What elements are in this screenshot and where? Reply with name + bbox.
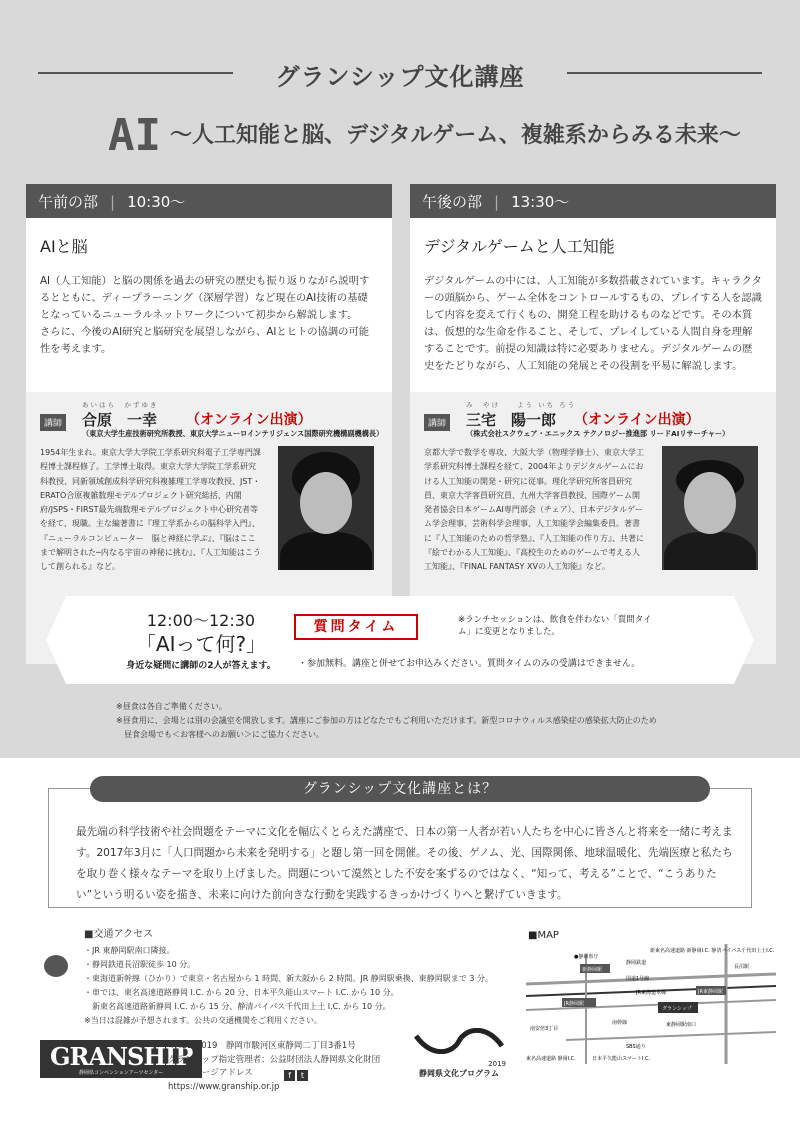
access-item: ・東海道新幹線（ひかり）で東京・名古屋から 1 時間、新大阪から 2 時間。JR 静岡駅乗換、東静岡駅まで 3 分。 (84, 974, 493, 983)
session-part: 午前の部 (38, 193, 99, 211)
map-label-route1: 国道1号線 (626, 976, 650, 982)
hp-label: ホームページアドレス (168, 1068, 253, 1078)
sns-icons (284, 1070, 310, 1081)
access-info (84, 928, 493, 1028)
map-label-ic2: 日本平久能山スマートI.C. (592, 1056, 651, 1062)
access-heading: ■交通アクセス (84, 929, 154, 940)
facebook-icon[interactable]: f (284, 1070, 295, 1081)
bus-icon (44, 955, 68, 977)
map-label-ic-top: 新東名高速道路 新静岡I.C. 静清バイパス千代田上土I.C. (650, 948, 775, 954)
speaker-bio: 京都大学で数学を専攻、大阪大学（物理学修士）、東京大学工学系研究科博士課程を経て、2004年よりデジタルゲームにおける人工知能の開発・研究に従事。理化学研究所客員研究員、東京大学客員研究員、九州大学客員教授、国際ゲーム開発者協会日本ゲームAI専門部会（チェア）、日本デジタルゲーム学会理事、芸術科学会理事、人工知能学会編集委員。著書に『人工知能のための哲学塾』、『人工知能の作り方』、共著に『絵でわかる人工知能』、『高校生のためのゲームで考える人工知能』、『FINAL FANTASY XVの人工知能』など。 (424, 448, 644, 572)
page-title: グランシップ文化講座 (275, 63, 525, 91)
speaker-ruby: み やけ よう いち ろう (466, 401, 577, 409)
session-header: 午前の部 | 10:30〜 (26, 184, 392, 218)
speaker-name: 合原 一幸 (82, 411, 158, 429)
session-title: デジタルゲームと人工知能 (424, 237, 615, 256)
qa-time-badge: 質問タイム (294, 614, 418, 640)
manager-line: グランシップ指定管理者：公益財団法人静岡県文化財団 (168, 1054, 381, 1065)
qa-note-lunch: ※ランチセッションは、飲食を伴わない「質問タイム」に変更となりました。 (458, 615, 652, 637)
map-label-minami-3: 南安倍3丁目 (530, 1026, 559, 1032)
speaker-affiliation: （株式会社スクウェア・エニックス テクノロジー推進部 リードAIリサーチャー） (466, 429, 730, 438)
about-heading: グランシップ文化講座とは？ (90, 776, 710, 802)
access-map (526, 944, 776, 1064)
footer-address (168, 1040, 380, 1094)
map-label-ic1: 東名高速道路 静岡I.C. (526, 1056, 576, 1062)
access-item: ・JR 東静岡駅南口隣接。 (84, 946, 175, 955)
theme-subtitle: 〜人工知能と脳、デジタルゲーム、複雑系からみる未来〜 (170, 123, 741, 148)
speaker-photo (278, 446, 374, 570)
note-line: ※昼食用に、会場とは別の会議室を開放します。講座にご参加の方はどなたでもご利用いただけます。新型コロナウィルス感染症の感染拡大防止のため (116, 716, 657, 725)
access-item: 新東名高速道路新静岡 I.C. から 15 分、静清バイパス千代田上土 I.C. から 10 分。 (84, 1002, 391, 1011)
qa-title: 「AIって何?」 (135, 632, 267, 656)
access-item: ※当日は混雑が予想されます。公共の交通機関をご利用ください。 (84, 1016, 323, 1025)
speaker-name: 三宅 陽一郎 (466, 411, 557, 429)
session-body: デジタルゲームの中には、人工知能が多数搭載されています。キャラクターの頭脳から、ゲーム全体をコントロールするもの、プレイする人を認識して内容を変えて行くもの、開発工程を助けるものなどです。その本質は、仮想的な生命を作ること、そして、プレイしている人間自身を理解することです。前提の知識は特に必要ありません。デジタルゲームの歴史をたどりながら、人工知能の発展とその役割を平易に解説します。 (424, 275, 762, 372)
qa-note-fee: ・参加無料。講座と併せてお申込みください。質問タイムのみの受講はできません。 (298, 659, 641, 669)
session-time: 13:30〜 (511, 193, 570, 211)
session-part: 午後の部 (422, 193, 483, 211)
speaker-ruby: あいはら かずゆき (82, 401, 159, 409)
qa-banner (46, 596, 754, 684)
speaker-bio: 1954年生まれ。東京大学大学院工学系研究科電子工学専門課程博士課程修了。工学博士取得。東京大学大学院工学系研究科教授、同新領域創成科学研究科複雑理工学専攻教授、JST・ERATO合原複雑数理モデルプロジェクト研究総括、内閣府/JSPS・FIRST最先端数理モデルプロジェクト中心研究者等を経て、現職。主な編著書に『理工学系からの脳科学入門』、『ニューラルコンピューター 脳と神経に学ぶ』、『脳はここまで解明された─内なる宇宙の神秘に挑む』、『人工知能はこうして創られる』など。 (40, 448, 261, 572)
culture-program-logo (412, 1028, 506, 1079)
header (38, 54, 762, 90)
program-mark-icon (412, 1028, 506, 1054)
notes (116, 700, 657, 742)
map-label-higashi-station: JR東静岡駅 (698, 989, 723, 995)
online-badge: （オンライン出演） (574, 412, 700, 428)
qa-description: 身近な疑問に講師の2人が答えます。 (126, 661, 276, 671)
lecturer-tag: 講師 (40, 414, 66, 431)
map-heading: ■MAP (528, 930, 559, 941)
program-year: 2019 (488, 1060, 506, 1068)
address-line: 〒422-8019 静岡市駿河区東静岡二丁目3番1号 (168, 1041, 356, 1051)
granship-logo-sub: 静岡県コンベンションアーツセンター (79, 1070, 164, 1076)
ai-logo: AI (108, 110, 161, 161)
twitter-icon[interactable]: t (297, 1070, 308, 1081)
speaker-affiliation: （東京大学生産技術研究所教授、東京大学ニューロインテリジェンス国際研究機構副機構長） (82, 429, 384, 438)
session-header: 午後の部 | 13:30〜 (410, 184, 776, 218)
session-body: AI（人工知能）と脳の関係を過去の研究の歴史も振り返りながら説明するとともに、ディープラーニング（深層学習）など現在のAI技術の基礎となっているニューラルネットワークについて初歩から解説します。 さらに、今後のAI研究と脳研究を展望しながら、AIとヒトの協調の可能性を考えます。 (40, 275, 370, 355)
speaker-photo (662, 446, 758, 570)
header-rule-right (567, 72, 762, 74)
map-label-naganuma: 長沼駅 (734, 964, 750, 970)
about-text: 最先端の科学技術や社会問題をテーマに文化を幅広くとらえた講座で、日本の第一人者が若い人たちを中心に皆さんと将来を一緒に考えます。2017年3月に「人口問題から未来を発明する」と題し第一回を開催。その後、ゲノム、光、国際関係、地球温暖化、先端医療と私たちを取り巻く様々なテーマを取り上げました。問題について漠然とした不安を案ずるのではなく、“知って、考える”ことで、“こうありたい”という明るい姿を描き、未来に向けた前向きな行動を実践するきっかけづくりへと繋げていきます。 (76, 826, 733, 901)
lecturer-tag: 講師 (424, 414, 450, 431)
map-label-minami: 南幹線 (612, 1020, 628, 1026)
access-item: ・静岡鉄道長沼駅徒歩 10 分。 (84, 960, 196, 969)
qa-time: 12:00〜12:30 (146, 611, 256, 630)
map-label-shin-station: 新静岡駅 (582, 967, 603, 973)
map-label-shizuoka-station: JR静岡駅 (564, 1001, 584, 1007)
website-link[interactable]: https://www.granship.or.jp (168, 1081, 280, 1092)
speaker-line (40, 401, 384, 438)
map-label-gate: 東静岡駅南口 (666, 1022, 697, 1028)
map-label-jr-line: JR東海道本線 (636, 990, 666, 996)
note-line: ※昼食は各自ご準備ください。 (116, 702, 227, 711)
map-label-kencho: ●静岡県庁 (574, 954, 599, 960)
online-badge: （オンライン出演） (186, 412, 312, 428)
session-title: AIと脳 (40, 237, 88, 256)
access-item: ・車では、東名高速道路静岡 I.C. から 20 分、日本平久能山スマート I.C. から 10 分。 (84, 988, 399, 997)
speaker-line (424, 401, 766, 438)
map-label-granship: グランシップ (662, 1006, 692, 1012)
granship-logo-text: GRANSHIP (50, 1042, 193, 1071)
map-label-sbs: SBS通り (626, 1044, 646, 1050)
program-name: 静岡県文化プログラム (419, 1069, 499, 1078)
session-time: 10:30〜 (127, 193, 186, 211)
note-line: 昼食会場でも＜お客様へのお願い＞にご協力ください。 (116, 730, 324, 739)
map-label-tetsudo: 静岡鉄道 (626, 960, 647, 966)
